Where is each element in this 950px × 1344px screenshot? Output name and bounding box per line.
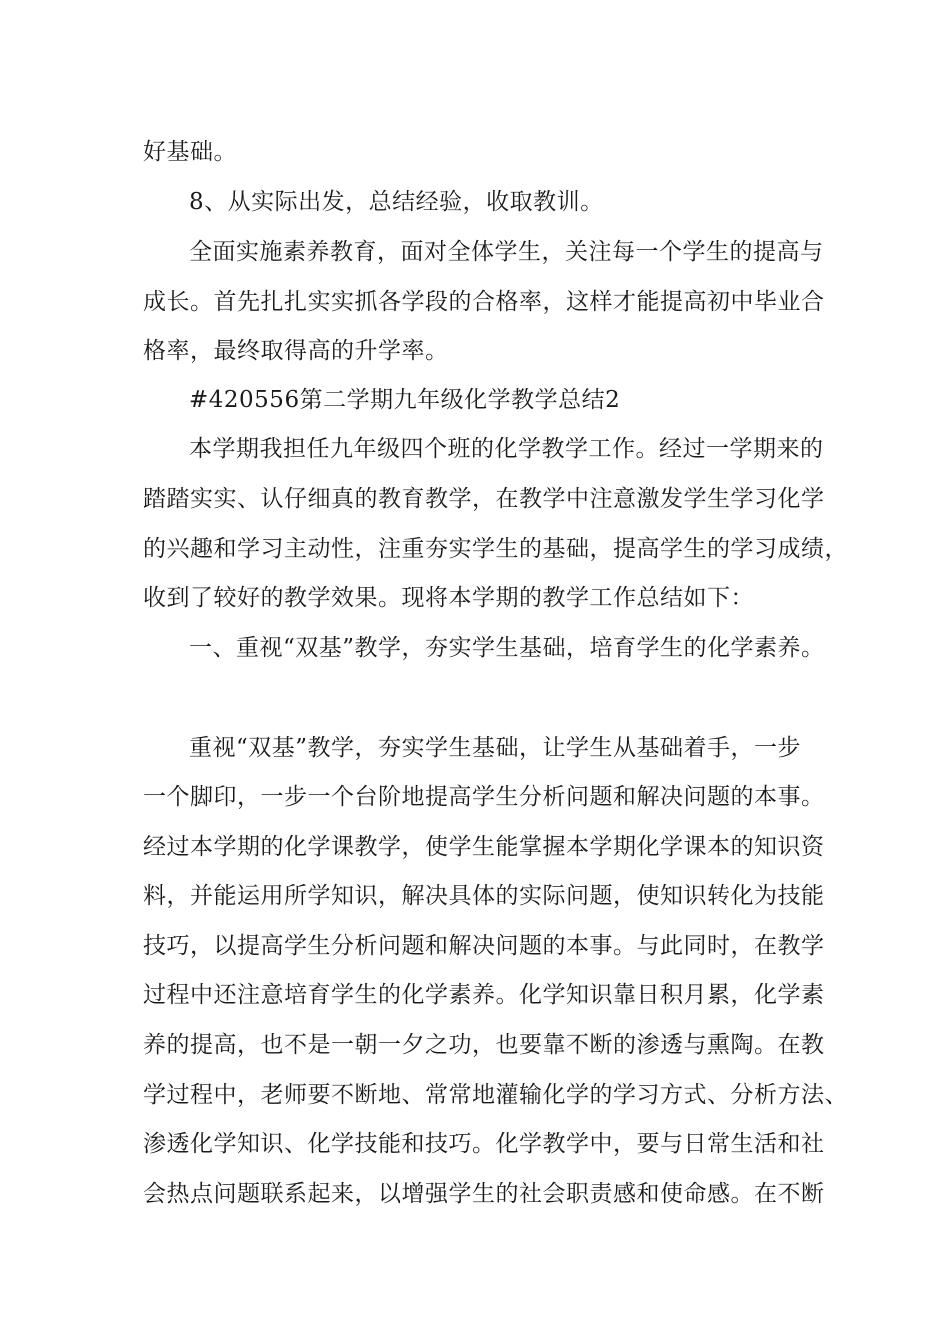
text-line: 料，并能运用所学知识，解决具体的实际问题，使知识转化为技能 bbox=[143, 883, 825, 909]
text-line: 经过本学期的化学课教学，使学生能掌握本学期化学课本的知识资 bbox=[143, 834, 825, 860]
text-line: 踏踏实实、认仔细真的教育教学，在教学中注意激发学生学习化学 bbox=[143, 486, 825, 512]
text-line: 技巧，以提高学生分析问题和解决问题的本事。与此同时，在教学 bbox=[143, 933, 825, 959]
text-line: 本学期我担任九年级四个班的化学教学工作。经过一学期来的 bbox=[189, 436, 824, 462]
text-line: 过程中还注意培育学生的化学素养。化学知识靠日积月累，化学素 bbox=[143, 982, 825, 1008]
text-line: 格率，最终取得高的升学率。 bbox=[143, 338, 449, 364]
text-line: 的兴趣和学习主动性，注重夯实学生的基础，提高学生的学习成绩， bbox=[143, 536, 848, 562]
text-line: 成长。首先扎扎实实抓各学段的合格率，这样才能提高初中毕业合 bbox=[143, 289, 825, 315]
text-line: 学过程中，老师要不断地、常常地灌输化学的学习方式、分析方法、 bbox=[143, 1082, 848, 1108]
text-line: 渗透化学知识、化学技能和技巧。化学教学中，要与日常生活和社 bbox=[143, 1131, 825, 1157]
text-line: 一个脚印，一步一个台阶地提高学生分析问题和解决问题的本事。 bbox=[143, 784, 825, 810]
text-line: 收到了较好的教学效果。现将本学期的教学工作总结如下： bbox=[143, 585, 754, 611]
subsection-heading: 一、重视“双基”教学，夯实学生基础，培育学生的化学素养。 bbox=[189, 635, 825, 661]
text-line: 全面实施素养教育，面对全体学生，关注每一个学生的提高与 bbox=[189, 239, 824, 265]
text-line: 养的提高，也不是一朝一夕之功，也要靠不断的渗透与熏陶。在教 bbox=[143, 1032, 825, 1058]
text-line: 8、从实际出发，总结经验，收取教训。 bbox=[189, 189, 604, 215]
section-heading: #420556第二学期九年级化学教学总结2 bbox=[189, 387, 621, 413]
text-line: 好基础。 bbox=[143, 139, 237, 165]
text-line: 重视“双基”教学，夯实学生基础，让学生从基础着手，一步 bbox=[189, 735, 802, 761]
text-line: 会热点问题联系起来，以增强学生的社会职责感和使命感。在不断 bbox=[143, 1181, 825, 1207]
